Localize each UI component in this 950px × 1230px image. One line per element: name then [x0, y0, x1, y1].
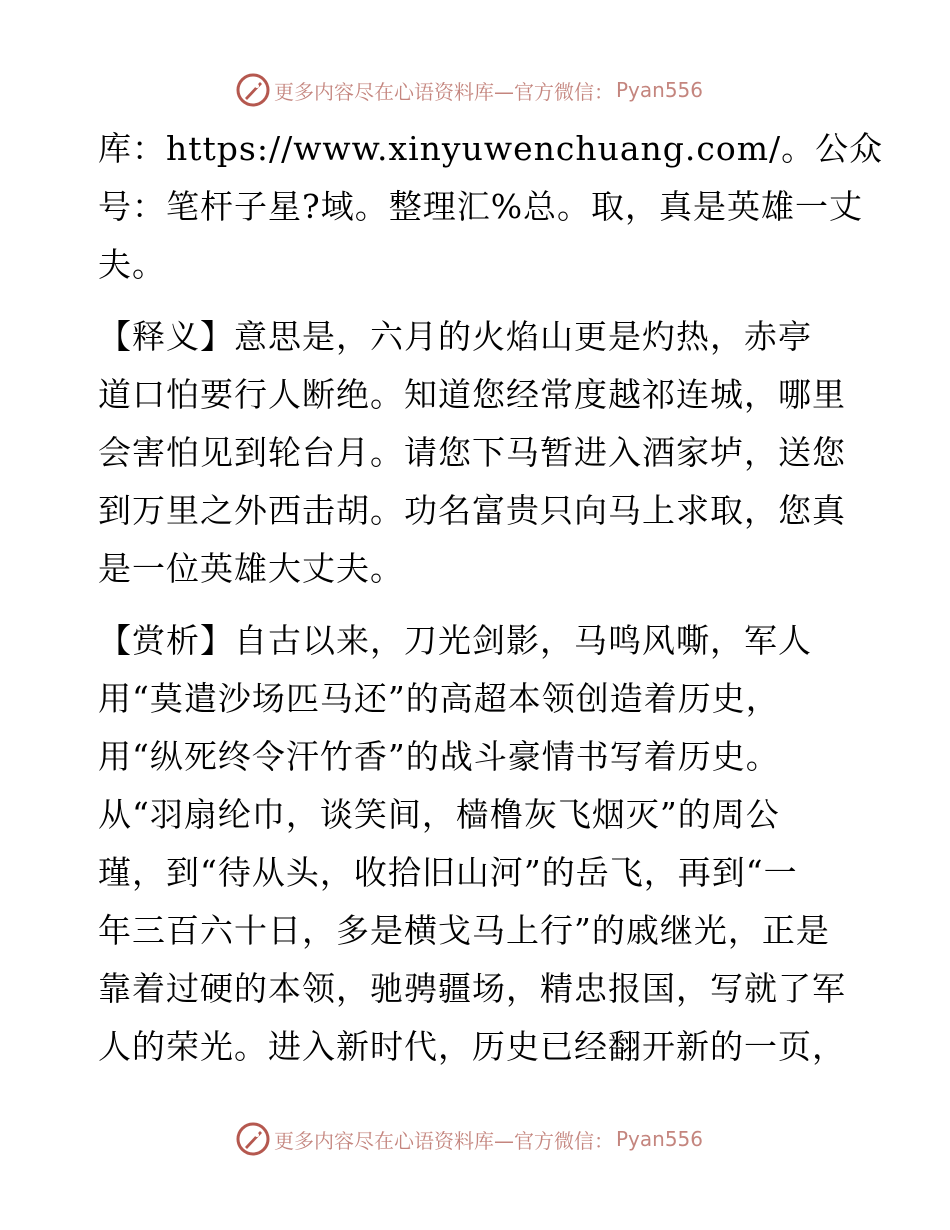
text-line: 夫。 — [98, 245, 166, 284]
text-line: 年三百六十日，多是横戈马上行”的戚继光，正是 — [98, 911, 830, 950]
quill-pen-logo-icon — [236, 1122, 270, 1156]
quill-pen-logo-icon — [236, 73, 270, 107]
text-line: 用“纵死终令汗竹香”的战斗豪情书写着历史。 — [98, 737, 780, 776]
banner-text: 更多内容尽在心语资料库—官方微信： — [274, 79, 614, 104]
text-line: 是一位英雄大丈夫。 — [98, 549, 404, 588]
header-watermark-banner — [236, 72, 703, 108]
text-line: 会害怕见到轮台月。请您下马暂进入酒家垆，送您 — [98, 433, 846, 472]
text-line: 瑾，到“待从头，收拾旧山河”的岳飞，再到“一 — [98, 853, 798, 892]
text-line: 到万里之外西击胡。功名富贵只向马上求取，您真 — [98, 491, 846, 530]
text-line: 用“莫遣沙场匹马还”的高超本领创造着历史， — [98, 679, 780, 718]
banner-text: 更多内容尽在心语资料库—官方微信： — [274, 1128, 614, 1153]
document-body — [98, 120, 884, 1076]
paragraph-appreciation — [98, 612, 858, 1076]
text-line: 从“羽扇纶巾，谈笑间，樯橹灰飞烟灭”的周公 — [98, 795, 780, 834]
paragraph-continuation — [98, 120, 884, 294]
text-line: 靠着过硬的本领，驰骋疆场，精忠报国，写就了军 — [98, 969, 846, 1008]
footer-watermark-banner — [236, 1121, 703, 1157]
text-line: 【释义】意思是，六月的火焰山更是灼热，赤亭 — [98, 317, 812, 356]
paragraph-interpretation — [98, 308, 858, 598]
text-line: 道口怕要行人断绝。知道您经常度越祁连城，哪里 — [98, 375, 846, 414]
text-line: 人的荣光。进入新时代，历史已经翻开新的一页， — [98, 1027, 846, 1066]
text-line: 【赏析】自古以来，刀光剑影，马鸣风嘶，军人 — [98, 621, 812, 660]
text-line: 号：笔杆子星?域。整理汇%总。取，真是英雄一丈 — [98, 187, 864, 226]
text-line: 库：https://www.xinyuwenchuang.com/。公众 — [98, 129, 884, 168]
banner-handle: Pyan556 — [616, 78, 704, 102]
banner-handle: Pyan556 — [616, 1127, 704, 1151]
